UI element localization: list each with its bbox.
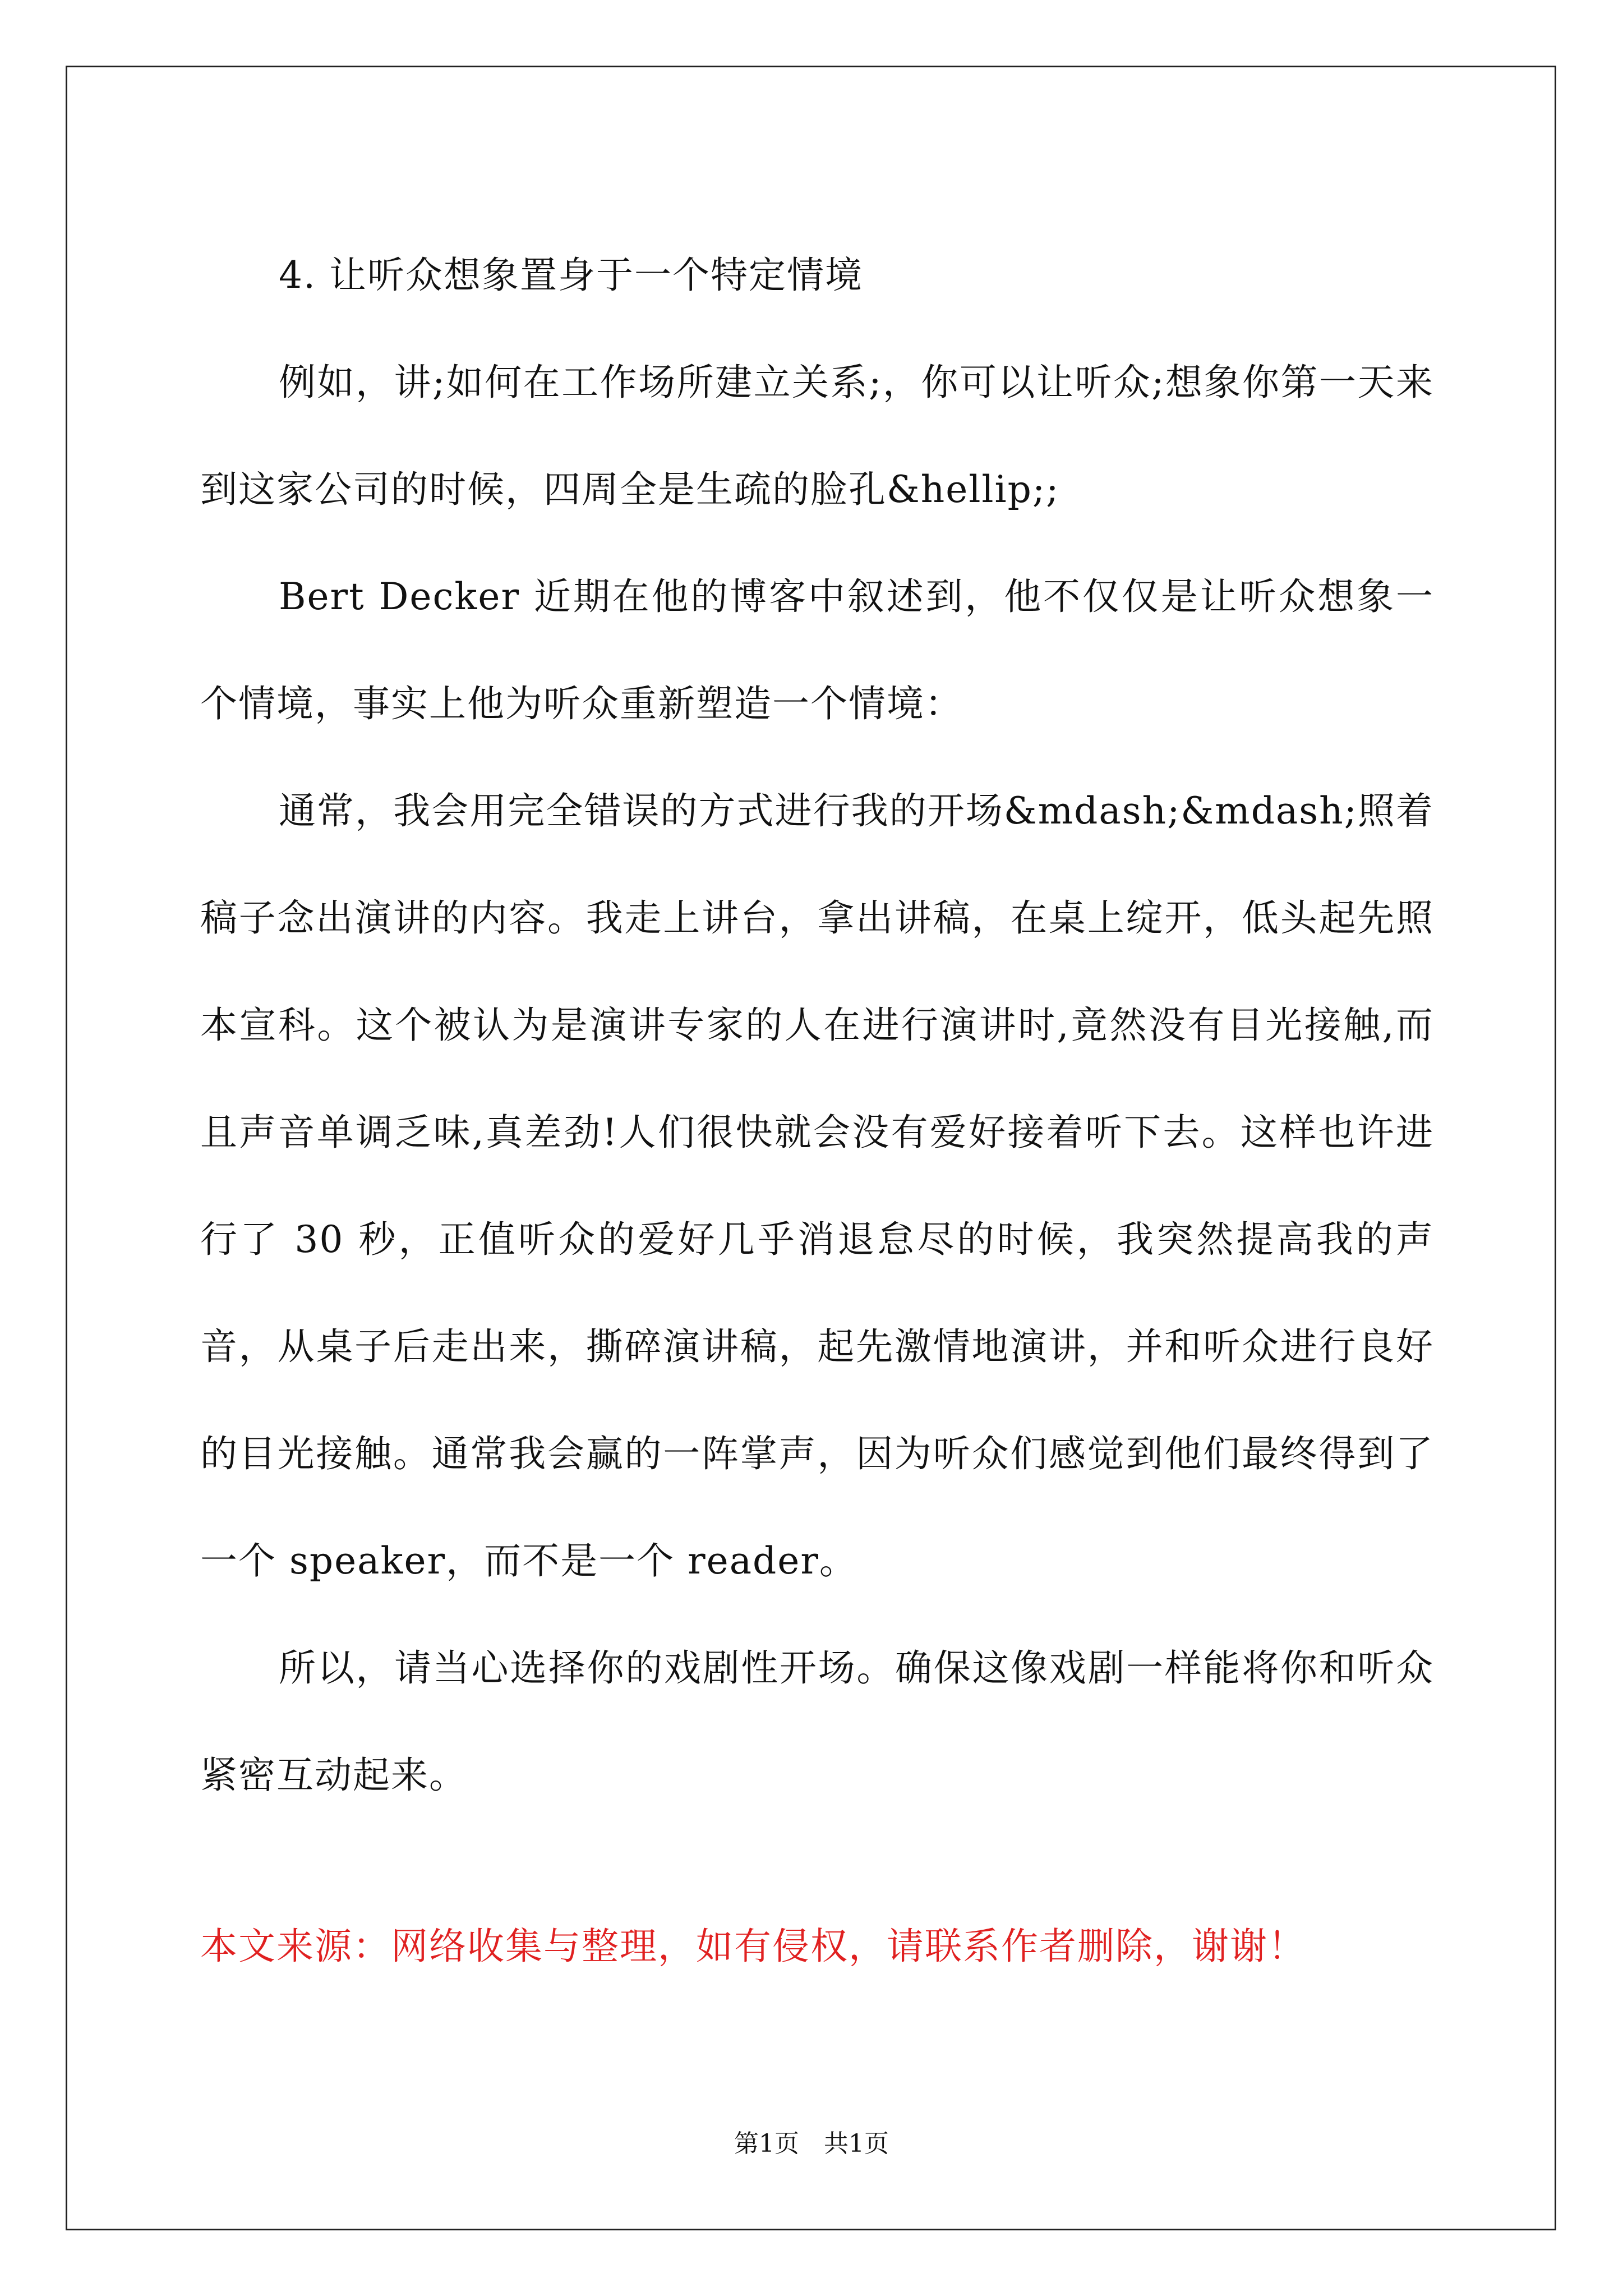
paragraph-conclusion: 所以，请当心选择你的戏剧性开场。确保这像戏剧一样能将你和听众紧密互动起来。 <box>200 1646 1434 1797</box>
page-number: 第1页 <box>734 2129 799 2158</box>
paragraph-opening-story: 通常，我会用完全错误的方式进行我的开场&mdash;&mdash;照着稿子念出演讲的内容。我走上讲台，拿出讲稿，在桌上绽开，低头起先照本宣科。这个被认为是演讲专家的人在进行演讲时,竟然没有目光接触,而且声音单调乏味,真差劲!人们很快就会没有爱好接着听下去。这样也许进行了 30 秒，正值听众的爱好几乎消退怠尽的时候，我突然提高我的声音，从桌子后走出来，撕碎演讲稿，起先激情地演讲，并和听众进行良好的目光接触。通常我会赢的一阵掌声，因为听众们感觉到他们最终得到了一个 speaker，而不是一个 reader。 <box>200 789 1434 1582</box>
paragraph-example: 例如，讲;如何在工作场所建立关系;，你可以让听众;想象你第一天来到这家公司的时候，四周全是生疏的脸孔&hellip;; <box>200 361 1434 511</box>
source-note: 本文来源：网络收集与整理，如有侵权，请联系作者删除，谢谢！ <box>200 1925 1306 1968</box>
page-total: 共1页 <box>824 2129 889 2158</box>
document-body <box>200 222 1434 1829</box>
page-footer <box>0 2124 1623 2164</box>
section-heading: 4. 让听众想象置身于一个特定情境 <box>279 254 863 297</box>
paragraph-bert-decker: Bert Decker 近期在他的博客中叙述到，他不仅仅是让听众想象一个情境，事实上他为听众重新塑造一个情境： <box>200 575 1434 725</box>
